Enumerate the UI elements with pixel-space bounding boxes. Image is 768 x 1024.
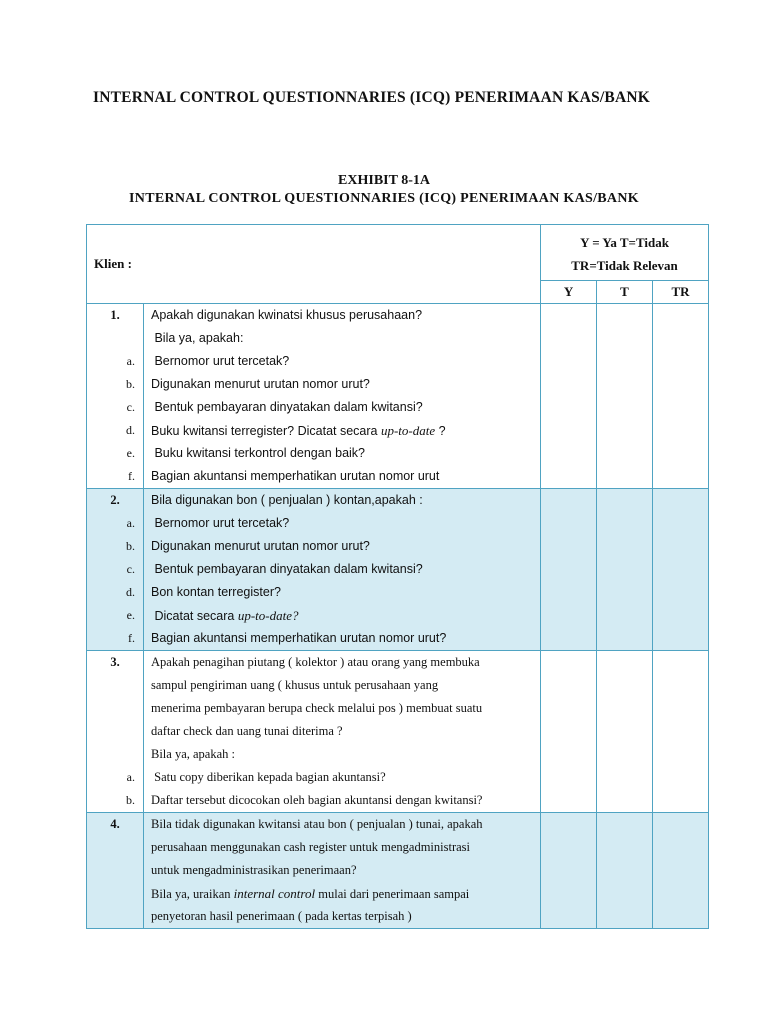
question-number-column [87,651,144,813]
icq-table [86,224,709,929]
question-text-column [144,304,541,489]
answer-cell-y[interactable] [541,651,597,813]
sub-question: Bernomor urut tercetak? [151,354,290,368]
sub-question: Digunakan menurut urutan nomor urut? [151,539,370,553]
question-text: perusahaan menggunakan cash register untuk mengadministrasi [151,840,471,854]
sub-letter: d. [126,585,135,599]
sub-letter: c. [126,562,135,576]
sub-question: Digunakan menurut urutan nomor urut? [151,377,370,391]
question-text-part: Bila ya, uraikan [151,887,234,901]
answer-cell-tr[interactable] [653,813,709,929]
question-number: 2. [110,493,120,507]
sub-letter: f. [128,469,135,483]
question-number: 1. [110,308,120,322]
sub-question-text: ? [435,424,446,438]
question-text-column [144,489,541,651]
exhibit-title: INTERNAL CONTROL QUESTIONNARIES (ICQ) PENERIMAAN KAS/BANK [129,191,639,206]
sub-letter: a. [126,516,135,530]
sub-question: Bentuk pembayaran dinyatakan dalam kwitansi? [151,562,423,576]
answer-cell-t[interactable] [597,304,653,489]
answer-cell-y[interactable] [541,304,597,489]
sub-question-italic: up-to-date [380,423,436,438]
sub-letter: b. [126,377,135,391]
sub-question: Bernomor urut tercetak? [151,516,290,530]
question-text-part: mulai dari penerimaan sampai [315,887,470,901]
legend-line-1: Y = Ya T=Tidak [580,235,669,250]
question-text: Apakah digunakan kwinatsi khusus perusahaan? [151,308,423,322]
sub-question: Bentuk pembayaran dinyatakan dalam kwitansi? [151,400,423,414]
answer-cell-y[interactable] [541,489,597,651]
sub-question-text: Dicatat secara [151,609,238,623]
column-header-tr: TR [653,281,709,304]
sub-letter: b. [126,539,135,553]
question-number-column [87,304,144,489]
question-text: menerima pembayaran berupa check melalui pos ) membuat suatu [151,701,483,715]
sub-letter: d. [126,423,135,437]
question-text: penyetoran hasil penerimaan ( pada kertas terpisah ) [151,909,412,923]
sub-letter: c. [126,400,135,414]
question-intro: Bila ya, apakah: [151,331,244,345]
sub-letter: a. [126,354,135,368]
sub-question: Bagian akuntansi memperhatikan urutan nomor urut [151,469,440,483]
sub-question: Satu copy diberikan kepada bagian akuntansi? [151,770,386,784]
answer-cell-tr[interactable] [653,489,709,651]
question-row-2 [87,489,709,651]
question-text-column [144,651,541,813]
sub-question: Bagian akuntansi memperhatikan urutan nomor urut? [151,631,447,645]
answer-cell-tr[interactable] [653,651,709,813]
answer-cell-t[interactable] [597,489,653,651]
question-text-column [144,813,541,929]
sub-letter: a. [126,770,135,784]
answer-cell-y[interactable] [541,813,597,929]
question-row-3 [87,651,709,813]
answer-legend [541,225,709,281]
legend-line-2: TR=Tidak Relevan [571,258,678,273]
question-number-column [87,489,144,651]
question-text: sampul pengiriman uang ( khusus untuk perusahaan yang [151,678,439,692]
question-row-4 [87,813,709,929]
answer-cell-t[interactable] [597,813,653,929]
question-text: Bila digunakan bon ( penjualan ) kontan,apakah : [151,493,423,507]
sub-letter: e. [126,608,135,622]
sub-question [151,419,540,442]
question-text-italic: internal control [233,886,316,901]
sub-letter: e. [126,446,135,460]
column-header-t: T [597,281,653,304]
document-title: INTERNAL CONTROL QUESTIONNARIES (ICQ) PENERIMAAN KAS/BANK [93,89,650,106]
sub-question-italic: up-to-date? [237,608,299,623]
question-text: untuk mengadministrasikan penerimaan? [151,863,357,877]
question-number: 4. [110,817,120,831]
klien-label: Klien : [94,256,132,271]
answer-cell-tr[interactable] [653,304,709,489]
sub-question: Daftar tersebut dicocokan oleh bagian akuntansi dengan kwitansi? [151,793,483,807]
sub-question-text: Buku kwitansi terregister? Dicatat secara [151,424,381,438]
question-text: Bila tidak digunakan kwitansi atau bon ( penjualan ) tunai, apakah [151,817,483,831]
answer-cell-t[interactable] [597,651,653,813]
sub-question: Bon kontan terregister? [151,585,281,599]
sub-question: Buku kwitansi terkontrol dengan baik? [151,446,366,460]
question-number: 3. [110,655,120,669]
question-text: Apakah penagihan piutang ( kolektor ) atau orang yang membuka [151,655,480,669]
column-header-y: Y [541,281,597,304]
sub-letter: b. [126,793,135,807]
klien-field [87,225,541,304]
question-text [151,882,540,905]
question-row-1 [87,304,709,489]
sub-question [151,604,540,627]
exhibit-label: EXHIBIT 8-1A [338,173,430,188]
question-number-column [87,813,144,929]
question-text: daftar check dan uang tunai diterima ? [151,724,343,738]
question-text: Bila ya, apakah : [151,747,235,761]
sub-letter: f. [128,631,135,645]
